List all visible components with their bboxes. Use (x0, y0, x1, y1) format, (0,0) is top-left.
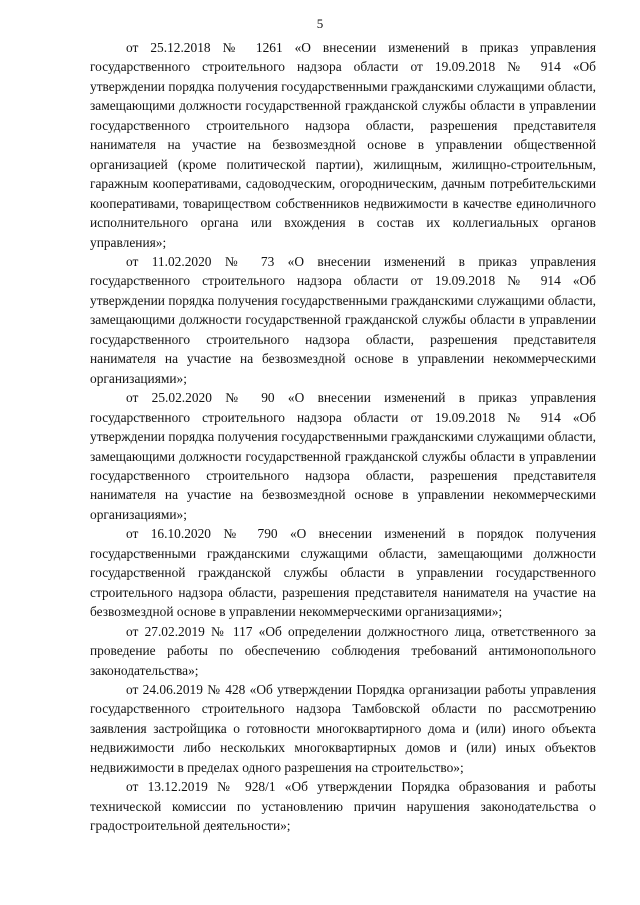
page-number: 5 (316, 16, 324, 31)
order-paragraph-4: от 16.10.2020 № 790 «О внесении изменений в порядок получения государственными гражданскими служащими области, замещающими должности государственной гражданской службы области в управлении государственного строительного надзора области, разрешения представителя нанимателя на участие на безвозмездной основе в управлении некоммерческими организациями»; (90, 526, 596, 620)
document-body (90, 38, 596, 836)
order-paragraph-2: от 11.02.2020 № 73 «О внесении изменений в приказ управления государственного строительного надзора области от 19.09.2018 № 914 «Об утверждении порядка получения государственными гражданскими служащими области, замещающими должности государственной гражданской службы области в управлении государственного строительного надзора области, разрешения представителя нанимателя на участие на безвозмездной основе в управлении некоммерческими организациями»; (90, 253, 596, 386)
order-paragraph-5: от 27.02.2019 № 117 «Об определении должностного лица, ответственного за проведение работы по обеспечению соблюдения требований антимонопольного законодательства»; (90, 623, 596, 678)
order-paragraph-7: от 13.12.2019 № 928/1 «Об утверждении Порядка образования и работы технической комиссии по установлению причин нарушения законодательства о градостроительной деятельности»; (90, 779, 596, 834)
order-paragraph-3: от 25.02.2020 № 90 «О внесении изменений в приказ управления государственного строительного надзора области от 19.09.2018 № 914 «Об утверждении порядка получения государственными гражданскими служащими области, замещающими должности государственной гражданской службы области в управлении государственного строительного надзора области, разрешения представителя нанимателя на участие на безвозмездной основе в управлении некоммерческими организациями»; (90, 390, 596, 522)
order-paragraph-1: от 25.12.2018 № 1261 «О внесении изменений в приказ управления государственного строительного надзора области от 19.09.2018 № 914 «Об утверждении порядка получения государственными гражданскими служащими области, замещающими должности государственной гражданской службы области в управлении государственного строительного надзора области, разрешения представителя нанимателя на участие на безвозмездной основе в управлении общественной организацией (кроме политической партии), жилищным, жилищно-строительным, гаражным кооперативами, садоводческим, огородническим, дачным потребительскими кооперативами, товариществом собственников недвижимости в качестве единоличного исполнительного органа или вхождения в состав их коллегиальных органов управления»; (90, 40, 596, 250)
order-paragraph-6: от 24.06.2019 № 428 «Об утверждении Порядка организации работы управления государственного строительного надзора Тамбовской области по рассмотрению заявления застройщика о готовности многоквартирного дома и (или) иного объекта недвижимости либо нескольких многоквартирных домов и (или) иных объектов недвижимости в пределах одного разрешения на строительство»; (90, 681, 596, 775)
